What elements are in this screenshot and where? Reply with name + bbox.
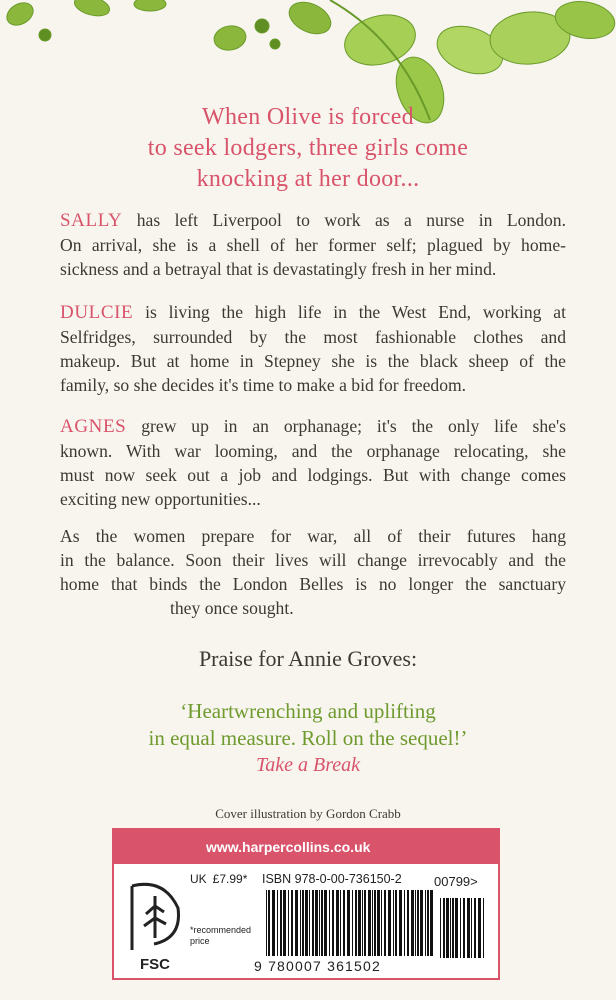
barcode-bar: [336, 890, 339, 956]
cover-credit: Cover illustration by Gordon Crabb: [215, 806, 401, 821]
barcode-bar: [425, 890, 426, 956]
barcode-bar: [372, 890, 373, 956]
barcode-bar: [417, 890, 419, 956]
publisher-url[interactable]: www.harpercollins.co.uk: [114, 830, 498, 864]
quote-line: in equal measure. Roll on the sequel!’: [148, 726, 468, 750]
price-region: UK: [190, 872, 207, 886]
barcode-bar: [302, 890, 304, 956]
barcode-bar: [404, 890, 405, 956]
barcode-bar: [460, 898, 461, 958]
price-value: £7.99*: [212, 872, 248, 886]
barcode-bar: [478, 898, 481, 958]
barcode-bar: [471, 898, 472, 958]
barcode-bar: [266, 890, 267, 956]
paragraph-line: sickness and a betrayal that is devastatingly fresh in her mind.: [60, 259, 497, 279]
isbn-number: ISBN 978-0-00-736150-2: [262, 872, 402, 886]
paragraph-line: Selfridges, surrounded by the most fashionable clothes and: [60, 327, 566, 347]
barcode-bar: [420, 890, 423, 956]
barcode-bar: [483, 898, 484, 958]
paragraph-line: On arrival, she is a shell of her former self; plagued by home-: [60, 235, 566, 255]
barcode-bar: [407, 890, 409, 956]
price-line: [190, 872, 253, 886]
closing-paragraph: [60, 524, 566, 620]
barcode-bar: [374, 890, 376, 956]
barcode: [264, 890, 434, 962]
barcode-bar: [352, 890, 353, 956]
tagline-line: When Olive is forced: [202, 104, 414, 130]
paragraph-line: is living the high life in the West End, working at: [133, 302, 566, 322]
barcode-bar: [277, 890, 278, 956]
barcode-bar: [319, 890, 320, 956]
tagline-line: to seek lodgers, three girls come: [147, 135, 469, 161]
barcode-bar: [343, 890, 345, 956]
barcode-bar: [268, 890, 270, 956]
barcode-bar: [362, 890, 363, 956]
barcode-bar: [411, 890, 414, 956]
agnes-paragraph: [60, 414, 566, 511]
sally-paragraph: [60, 208, 566, 281]
paragraph-line: grew up in an orphanage; it's the only life she's: [126, 416, 566, 436]
barcode-bar: [427, 890, 429, 956]
addon-digits: 00799>: [434, 874, 478, 889]
quote-source: Take a Break: [255, 754, 361, 776]
barcode-bar: [452, 898, 454, 958]
barcode-bar: [283, 890, 286, 956]
barcode-bar: [467, 898, 470, 958]
character-name: SALLY: [60, 210, 123, 231]
barcode-bar: [455, 898, 458, 958]
paragraph-line: home that binds the London Belles is no longer the sanctuary: [60, 574, 566, 594]
barcode-bar: [288, 890, 289, 956]
barcode-bar: [415, 890, 416, 956]
barcode-bar: [280, 890, 282, 956]
paragraph-line: makeup. But at home in Stepney she is the black sheep of the: [60, 351, 566, 371]
barcode-bar: [358, 890, 361, 956]
barcode-bar: [340, 890, 341, 956]
barcode-bar: [377, 890, 380, 956]
barcode-bar: [446, 898, 449, 958]
tagline: [0, 102, 616, 195]
barcode-bar: [291, 890, 293, 956]
addon-barcode: [438, 898, 486, 958]
paragraph-line: must now seek out a job and lodgings. But with change comes: [60, 465, 566, 485]
barcode-bar: [463, 898, 465, 958]
barcode-bar: [305, 890, 308, 956]
barcode-bar: [332, 890, 334, 956]
barcode-bar: [381, 890, 382, 956]
barcode-bar: [355, 890, 357, 956]
barcode-bar: [450, 898, 451, 958]
barcode-bar: [384, 890, 386, 956]
recommended-price-note: *recommended price: [190, 925, 252, 946]
paragraph-line: they once sought.: [170, 598, 294, 618]
barcode-panel: [112, 828, 500, 980]
quote-line: ‘Heartwrenching and uplifting: [180, 699, 436, 723]
fsc-label: FSC: [140, 956, 170, 973]
praise-heading: Praise for Annie Groves:: [198, 646, 418, 671]
barcode-bar: [324, 890, 327, 956]
barcode-bar: [321, 890, 323, 956]
barcode-bar: [368, 890, 371, 956]
barcode-bar: [300, 890, 301, 956]
barcode-bar: [443, 898, 445, 958]
barcode-bar: [393, 890, 394, 956]
barcode-bar: [309, 890, 310, 956]
character-name: AGNES: [60, 416, 127, 437]
paragraph-line: has left Liverpool to work as a nurse in London.: [122, 210, 566, 230]
barcode-digits: 9 780007 361502: [254, 958, 381, 974]
barcode-bar: [272, 890, 275, 956]
review-quote: [0, 698, 616, 779]
character-name: DULCIE: [60, 302, 134, 323]
barcode-bar: [474, 898, 476, 958]
paragraph-line: known. With war looming, and the orphanage relocating, she: [60, 441, 566, 461]
barcode-bar: [329, 890, 330, 956]
barcode-bar: [312, 890, 314, 956]
paragraph-line: exciting new opportunities...: [60, 489, 261, 509]
barcode-bar: [395, 890, 397, 956]
paragraph-line: As the women prepare for war, all of their futures hang: [60, 526, 566, 546]
barcode-bar: [295, 890, 298, 956]
barcode-bar: [440, 898, 441, 958]
barcode-bar: [315, 890, 318, 956]
paragraph-line: family, so she decides it's time to make a bid for freedom.: [60, 375, 467, 395]
barcode-bar: [430, 890, 433, 956]
fsc-tree-icon: [124, 878, 186, 968]
barcode-bar: [399, 890, 402, 956]
barcode-bar: [364, 890, 366, 956]
barcode-bar: [347, 890, 350, 956]
dulcie-paragraph: [60, 300, 566, 397]
barcode-bar: [388, 890, 391, 956]
tagline-line: knocking at her door...: [196, 166, 420, 192]
paragraph-line: in the balance. Soon their lives will change irrevocably and the: [60, 550, 566, 570]
